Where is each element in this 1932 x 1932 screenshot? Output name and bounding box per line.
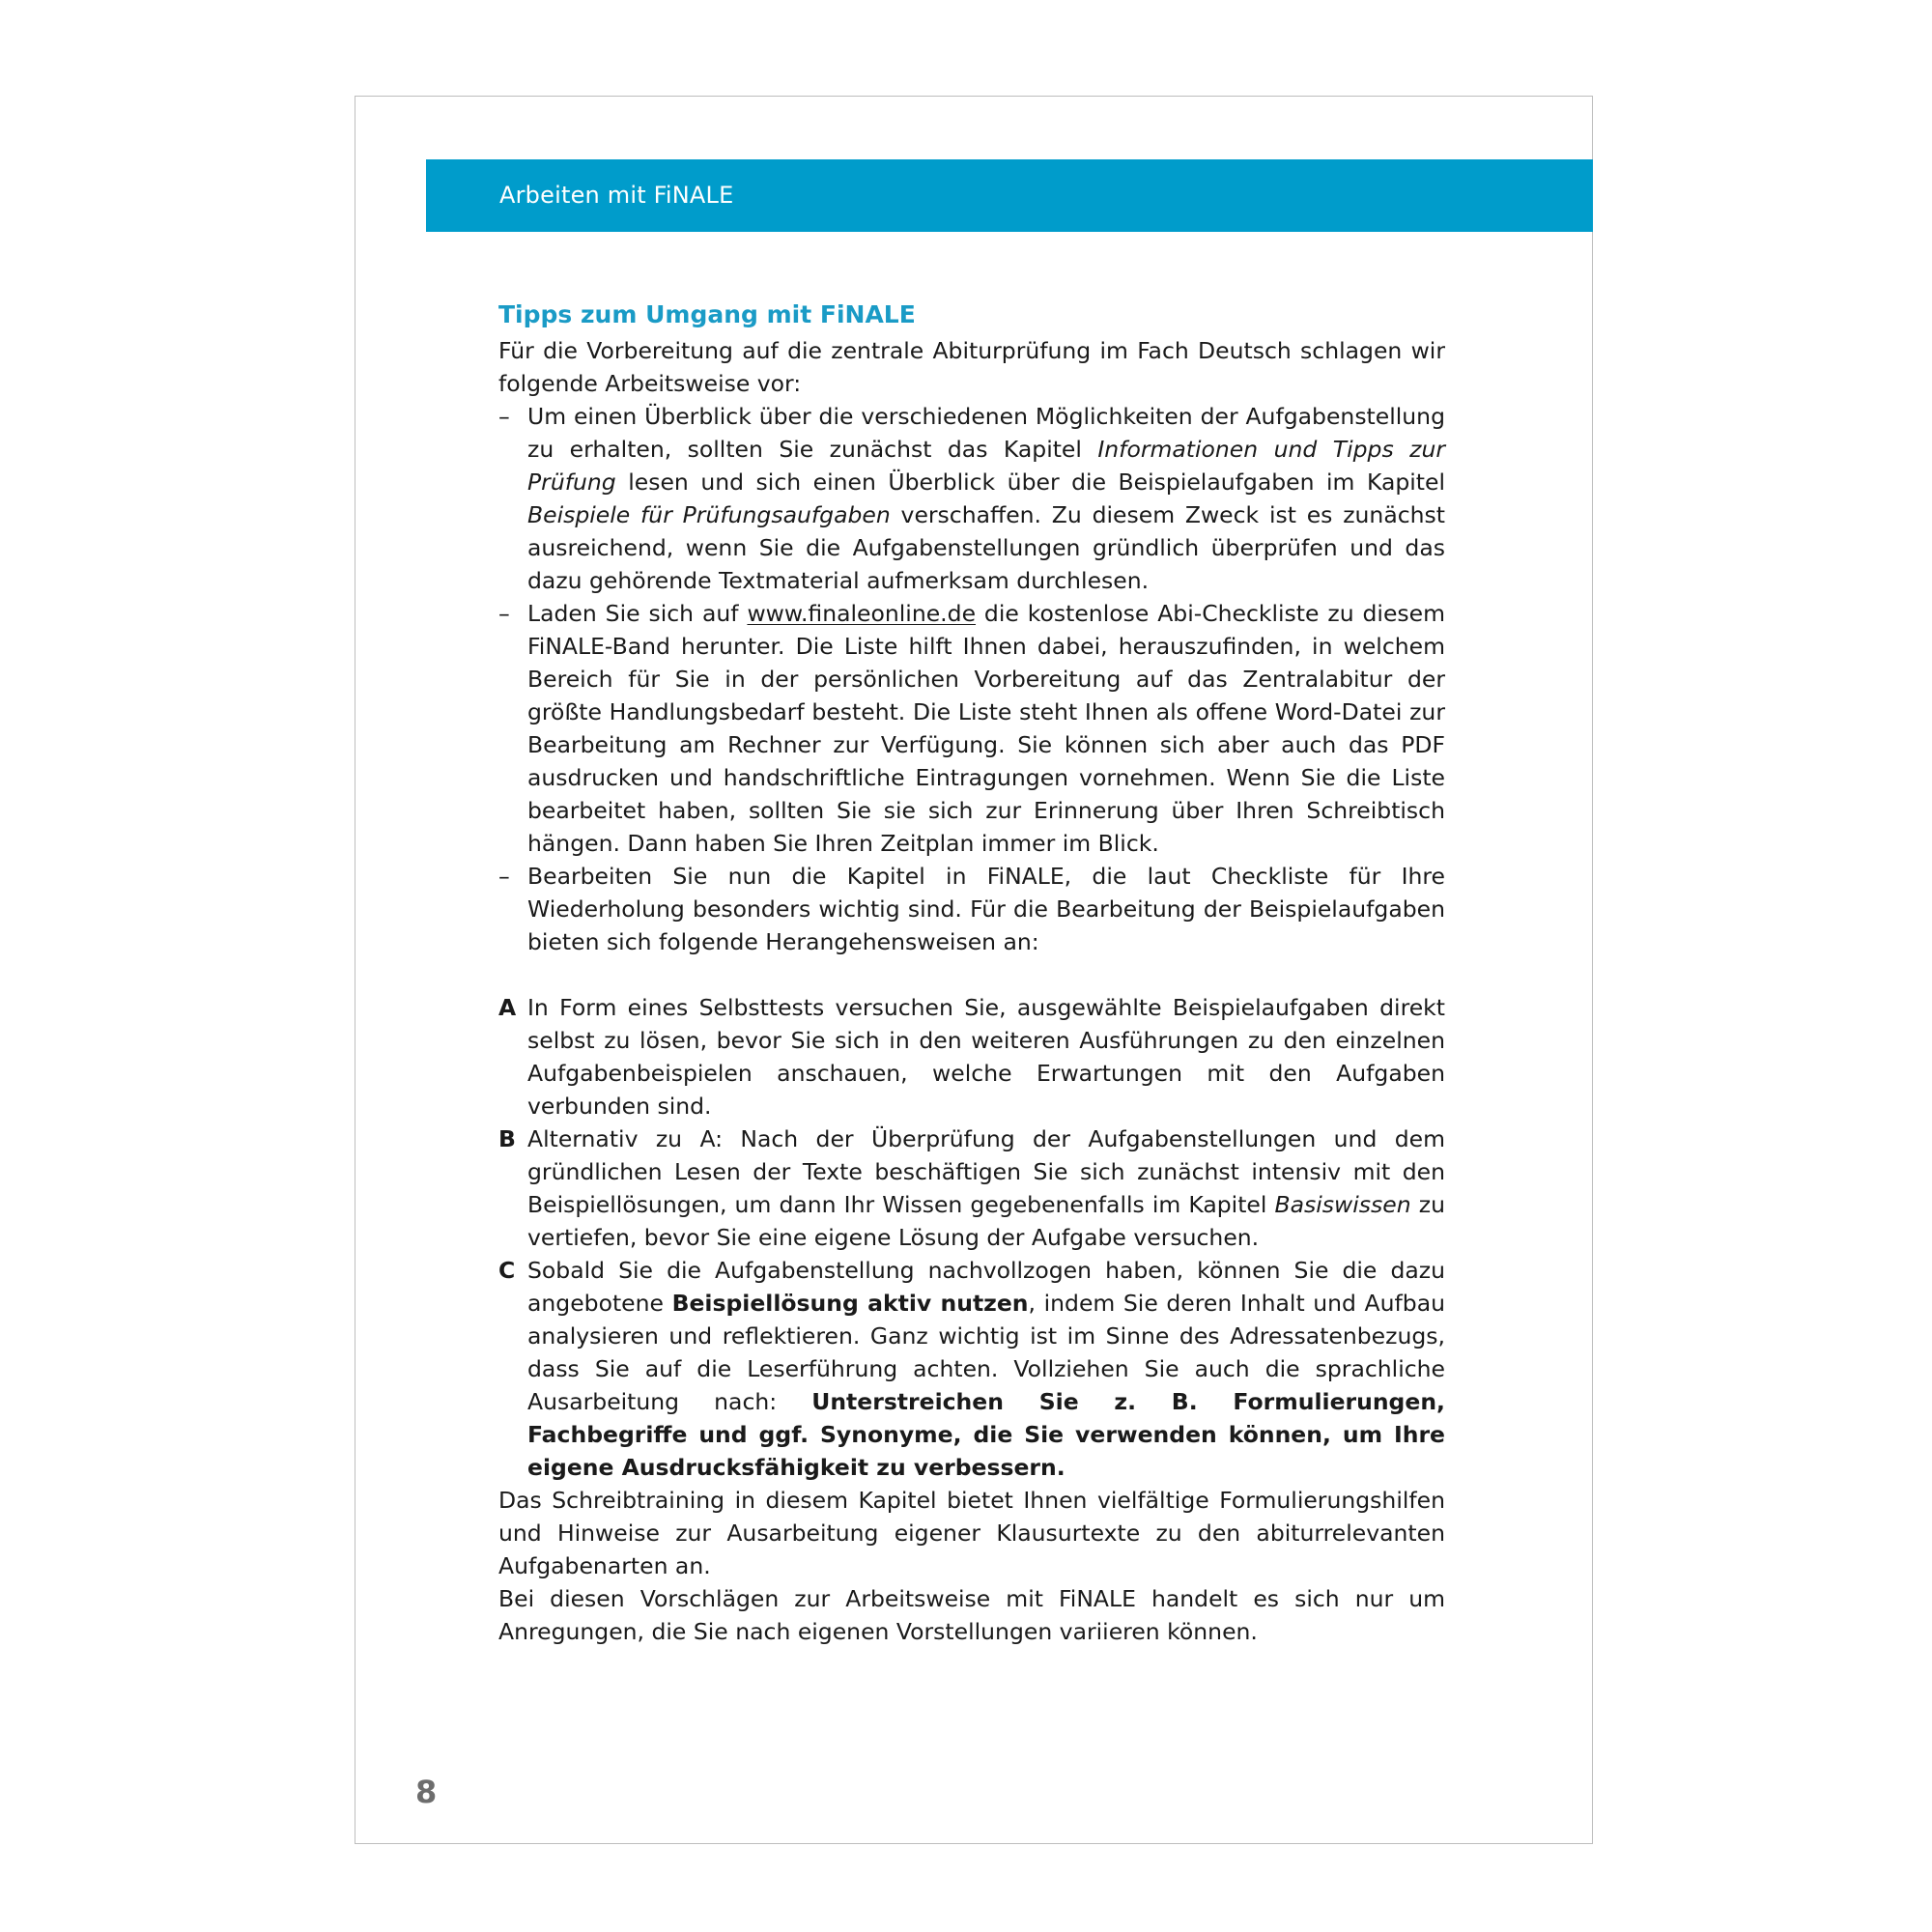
text-run: , indem Sie deren Inhalt und Aufbau analysieren und reflektieren. Ganz wichtig ist im Sinne des Adressatenbezugs, dass Sie auf die Leserführung achten. Vollziehen Sie auch die sprachliche Ausarbeitung nach: — [527, 1290, 1446, 1415]
website-link[interactable]: www.finaleonline.de — [747, 600, 977, 627]
text-run: Alternativ zu A: Nach der Überprüfung der Aufgabenstellungen und dem gründlichen Lesen der Texte beschäftigen Sie sich zunächst intensiv mit den Beispiellösungen, um dann Ihr Wissen gegebenenfalls im Kapitel — [527, 1125, 1445, 1218]
closing-paragraph-2: Bei diesen Vorschlägen zur Arbeitsweise mit FiNALE handelt es sich nur um Anregungen, die Sie nach eigenen Vorstellungen variieren können. — [498, 1585, 1445, 1645]
letter-marker: A — [498, 994, 517, 1021]
text-run: Um einen Überblick über die verschiedenen Möglichkeiten der Aufgabenstellung zu erhalten, sollten Sie zunächst das Kapitel — [527, 403, 1445, 463]
list-item — [498, 860, 1445, 958]
chapter-reference: Informationen und Tipps zur Prüfung — [527, 436, 1446, 496]
text-run: In Form eines Selbsttests versuchen Sie, ausgewählte Beispielaufgaben direkt selbst zu lösen, bevor Sie sich in den weiteren Ausführungen zu den einzelnen Aufgabenbeispielen anschauen, welche Erwartungen mit den Aufgaben verbunden sind. — [527, 994, 1445, 1120]
dash-marker: – — [498, 863, 510, 890]
tips-list — [498, 400, 1445, 958]
list-item — [498, 1254, 1445, 1484]
text-run: verschaffen. Zu diesem Zweck ist es zunächst ausreichend, wenn Sie die Aufgabenstellungen gründlich überprüfen und das dazu gehörende Textmaterial aufmerksam durchlesen. — [527, 501, 1445, 594]
list-item — [498, 400, 1445, 597]
page-content — [498, 296, 1445, 1648]
letter-marker: C — [498, 1257, 516, 1284]
chapter-header-title: Arbeiten mit FiNALE — [499, 182, 734, 209]
chapter-reference: Beispiele für Prüfungsaufgaben — [527, 501, 891, 528]
text-run: Laden Sie sich auf — [527, 600, 748, 627]
intro-paragraph: Für die Vorbereitung auf die zentrale Abiturprüfung im Fach Deutsch schlagen wir folgende Arbeitsweise vor: — [498, 337, 1445, 397]
list-item — [498, 1122, 1445, 1254]
approaches-list — [498, 991, 1445, 1484]
emphasis-text: Beispiellösung aktiv nutzen — [671, 1290, 1029, 1317]
section-heading: Tipps zum Umgang mit FiNALE — [498, 300, 916, 328]
chapter-header-band — [426, 159, 1593, 232]
page-number: 8 — [415, 1774, 438, 1810]
closing-paragraph-1: Das Schreibtraining in diesem Kapitel bietet Ihnen vielfältige Formulierungshilfen und Hinweise zur Ausarbeitung eigener Klausurtexte zu den abiturrelevanten Aufgabenarten an. — [498, 1487, 1445, 1579]
list-item — [498, 597, 1445, 860]
dash-marker: – — [498, 600, 510, 627]
text-run: Bearbeiten Sie nun die Kapitel in FiNALE, die laut Checkliste für Ihre Wiederholung besonders wichtig sind. Für die Bearbeitung der Beispielaufgaben bieten sich folgende Herangehensweisen an: — [527, 863, 1445, 955]
letter-marker: B — [498, 1125, 516, 1152]
text-run: die kostenlose Abi-Checkliste zu diesem FiNALE-Band herunter. Die Liste hilft Ihnen dabei, herauszufinden, in welchem Bereich für Sie in der persönlichen Vorbereitung auf das Zentralabitur der größte Handlungsbedarf besteht. Die Liste steht Ihnen als offene Word-Datei zur Bearbeitung am Rechner zur Verfügung. Sie können sich aber auch das PDF ausdrucken und handschriftliche Eintragungen vornehmen. Wenn Sie die Liste bearbeitet haben, sollten Sie sie sich zur Erinnerung über Ihren Schreibtisch hängen. Dann haben Sie Ihren Zeitplan immer im Blick. — [527, 600, 1446, 857]
emphasis-text: Unterstreichen Sie z. B. Formulierungen, Fachbegriffe und ggf. Synonyme, die Sie verwenden können, um Ihre eigene Ausdrucksfähigkeit zu verbessern. — [527, 1388, 1445, 1481]
dash-marker: – — [498, 403, 510, 430]
text-run: Sobald Sie die Aufgabenstellung nachvollzogen haben, können Sie die dazu angebotene — [527, 1257, 1445, 1317]
text-run: zu vertiefen, bevor Sie eine eigene Lösung der Aufgabe versuchen. — [527, 1191, 1445, 1251]
chapter-reference: Basiswissen — [1274, 1191, 1411, 1218]
list-item — [498, 991, 1445, 1122]
text-run: lesen und sich einen Überblick über die Beispielaufgaben im Kapitel — [615, 469, 1445, 496]
